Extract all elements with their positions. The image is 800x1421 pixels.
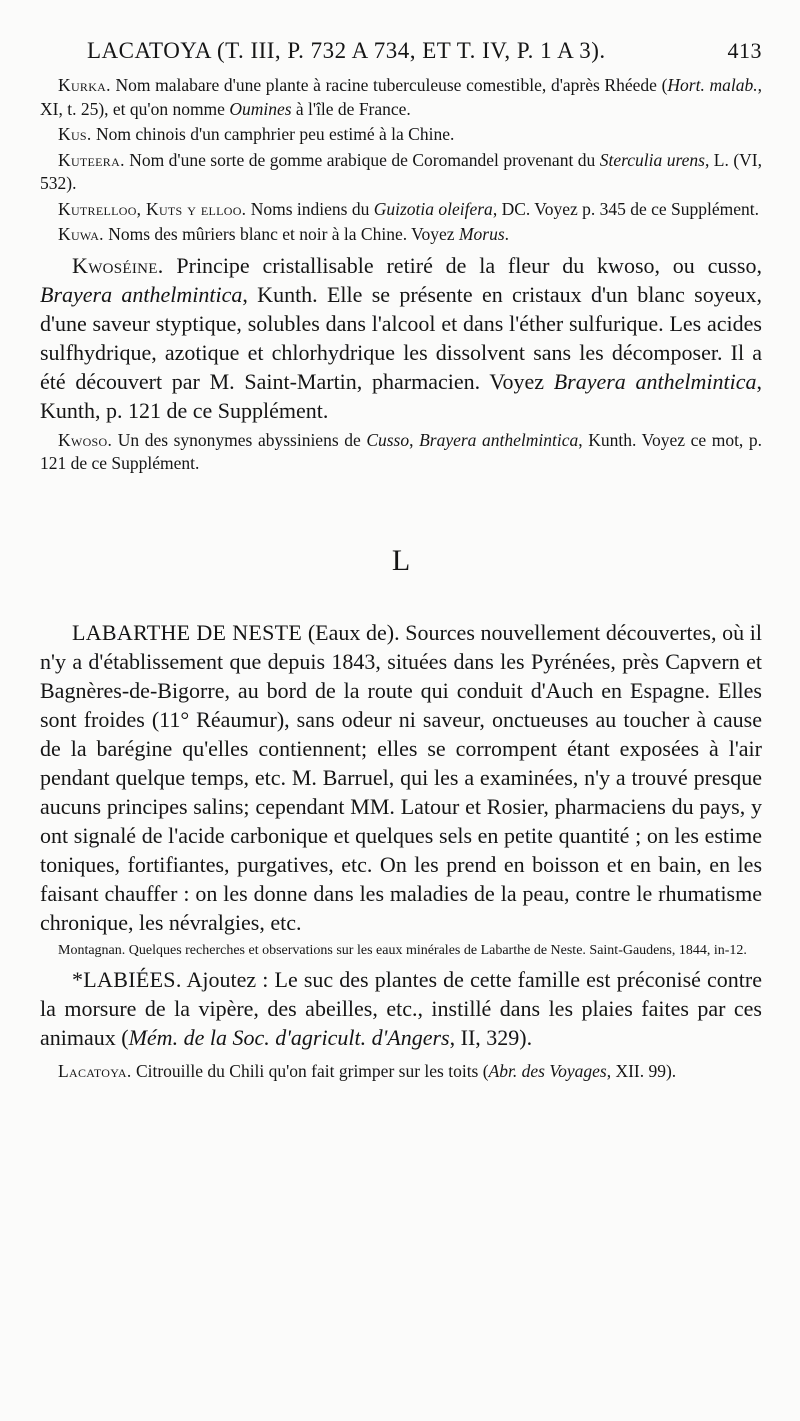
entry-text: (Eaux de). Sources nouvellement découvertes, où il n'y a d'établissement que depuis 1843, situées dans les Pyrénées, près Capvern et Bagnères-de-Bigorre, au bord de la route qui conduit d'Auch en Espagne. Elles sont froides (11° Réaumur), sans odeur ni saveur, onctueuses au toucher à cause de la barégine qu'elles contiennent; elles se corrompent étant exposées à l'air pendant quelque temps, etc. M. Barruel, qui les a examinées, n'y a trouvé presque aucuns principes salins; cependant MM. Latour et Rosier, pharmaciens du pays, y ont signalé de l'acide carbonique et quelques sels en petite quantité ; on les estime toniques, fortifiantes, purgatives, etc. On les prend en boisson et en bain, en les faisant chauffer : on les donne dans les maladies de la peau, contre le rhumatisme chronique, les névralgies, etc. — [40, 619, 762, 935]
entry-italic: Sterculia urens — [599, 149, 705, 170]
entry-text: , Kunth. Voyez ce mot, p. 121 de ce Supplément. — [40, 429, 763, 473]
entry-text: Nom d'une sorte de gomme arabique de Coromandel provenant du — [124, 149, 600, 170]
entry-italic: Guizotia oleifera — [373, 198, 493, 219]
entry-italic: Abr. des Voyages — [488, 1060, 607, 1081]
entry-text: , XI, t. 25), et qu'on nomme — [40, 75, 763, 119]
entry-kutrelloo — [40, 198, 762, 222]
entry-kuwa — [40, 223, 762, 247]
entry-text: , Kunth, p. 121 de ce Supplément. — [40, 368, 762, 423]
entry-kus — [40, 123, 762, 147]
entry-text: Nom malabare d'une plante à racine tuberculeuse comestible, d'après Rhéede ( — [110, 75, 668, 95]
entry-italic: Morus — [458, 224, 505, 244]
entry-text: Noms des mûriers blanc et noir à la Chine. Voyez — [103, 224, 459, 244]
entry-head: LABARTHE DE NESTE — [72, 619, 303, 645]
entry-italic: Hort. malab. — [667, 75, 758, 95]
section-letter: L — [391, 543, 411, 577]
entry-text: Ajoutez : Le suc des plantes de cette famille est préconisé contre la morsure de la vipère, des abeilles, etc., instillé dans les plaies faites par ces animaux ( — [40, 966, 762, 1050]
entry-head: Kutrelloo, Kuts y elloo. — [58, 198, 247, 219]
running-title: LACATOYA (T. III, P. 732 A 734, ET T. IV, P. 1 A 3). — [87, 38, 606, 63]
entry-italic: Oumines — [229, 98, 292, 119]
page — [40, 38, 762, 1083]
entry-text: Nom chinois d'un camphrier peu estimé à la Chine. — [91, 124, 455, 144]
reference-montagnan: Montagnan. Quelques recherches et observations sur les eaux minérales de Labarthe de Neste. Saint-Gaudens, 1844, in-12. — [58, 942, 747, 958]
entry-italic: Cusso — [366, 429, 410, 450]
page-number: 413 — [727, 38, 762, 63]
entry-text: Citrouille du Chili qu'on fait grimper sur les toits ( — [131, 1060, 489, 1081]
entry-head: Kwoso. — [58, 429, 113, 450]
entry-text: . — [504, 224, 510, 244]
entry-lacatoya — [40, 1060, 762, 1084]
entry-text: Un des synonymes abyssiniens de — [112, 429, 367, 450]
entry-text: Principe cristallisable retiré de la fleur du kwoso, ou cusso, — [163, 252, 762, 278]
entry-italic: Brayera anthelmintica — [553, 368, 757, 394]
entry-kuteera — [40, 149, 762, 196]
entry-head: Kuwa. — [58, 224, 104, 244]
entry-text: , DC. Voyez p. 345 de ce Supplément. — [492, 198, 760, 219]
entry-head: *LABIÉES. — [72, 966, 182, 992]
entry-italic: Mém. de la Soc. d'agricult. d'Angers — [128, 1024, 450, 1050]
entry-head: Kus. — [58, 124, 92, 144]
entry-text: , II, 329). — [449, 1024, 533, 1050]
entry-text: , XII. 99). — [606, 1060, 677, 1081]
running-header — [87, 38, 762, 64]
entry-text: à l'île de France. — [291, 98, 411, 119]
entry-italic: Brayera anthelmintica — [40, 281, 243, 307]
entry-head: Kurka. — [58, 75, 111, 95]
entry-head: Kuteera. — [58, 149, 125, 170]
entry-kwoseine — [40, 251, 762, 425]
entry-text: , — [409, 429, 420, 450]
entry-kwoso — [40, 429, 762, 476]
entry-labiees — [40, 965, 762, 1052]
entry-kurka — [40, 74, 762, 121]
entry-italic: Brayera anthelmintica — [419, 429, 579, 450]
entry-head: Lacatoya. — [58, 1060, 132, 1081]
entry-labarthe — [40, 618, 762, 937]
entry-head: Kwoséine. — [72, 252, 164, 278]
entry-text: , Kunth. Elle se présente en cristaux d'un blanc soyeux, d'une saveur styptique, solubles dans l'alcool et dans l'éther sulfurique. Les acides sulfhydrique, azotique et chlorhydrique les dissolvent sans les décomposer. Il a été découvert par M. Saint-Martin, pharmacien. Voyez — [40, 281, 762, 394]
entry-text: Noms indiens du — [246, 198, 374, 219]
entry-text: , L. (VI, 532). — [40, 149, 762, 193]
